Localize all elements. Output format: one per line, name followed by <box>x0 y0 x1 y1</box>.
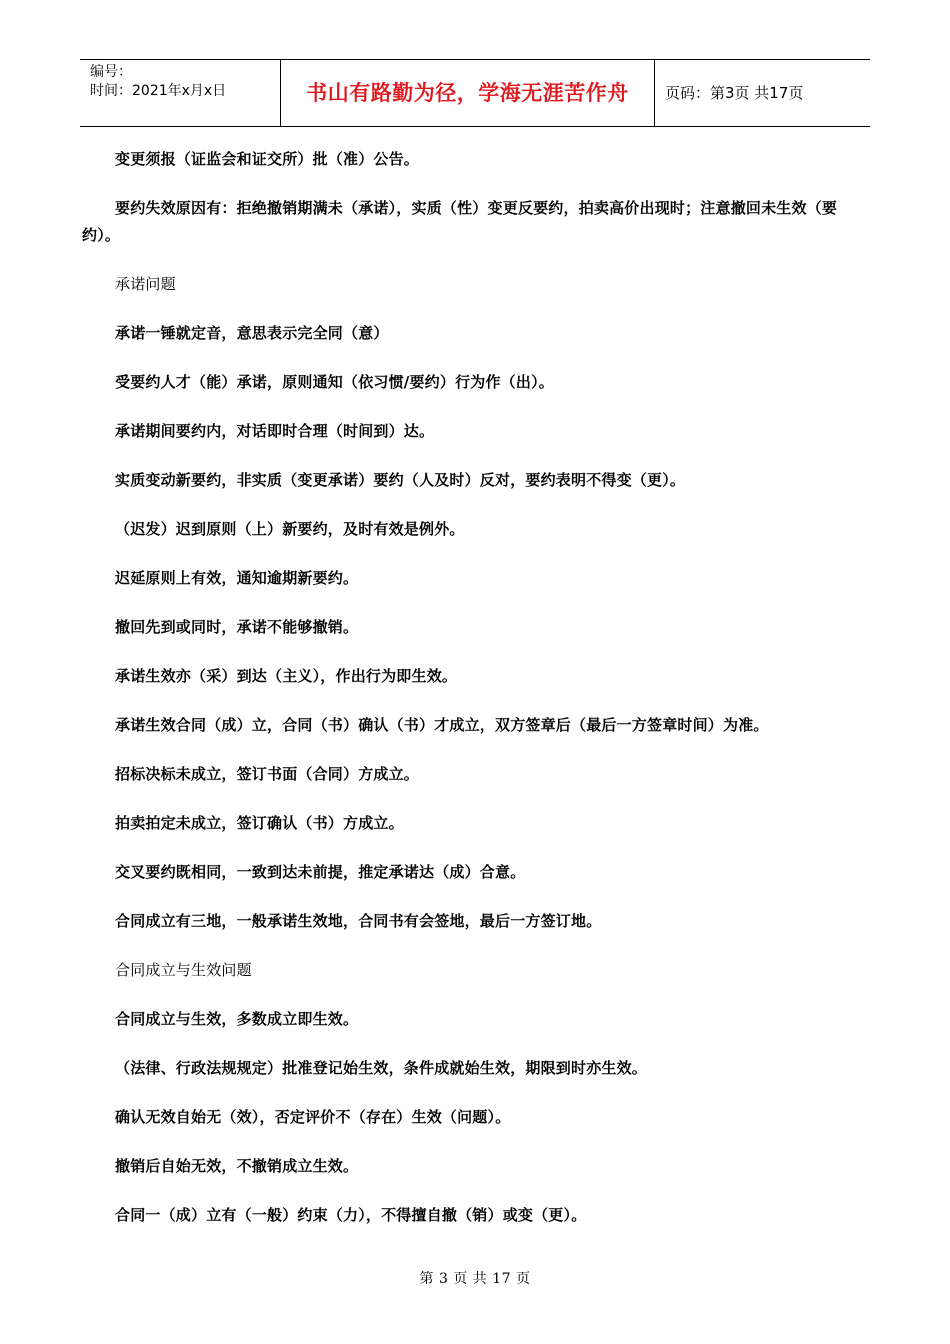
body-paragraph: 交叉要约既相同，一致到达未前提，推定承诺达（成）合意。 <box>115 863 526 881</box>
header-meta-cell <box>80 60 281 126</box>
body-paragraph: （迟发）迟到原则（上）新要约，及时有效是例外。 <box>115 520 465 538</box>
body-paragraph: 合同成立与生效，多数成立即生效。 <box>115 1010 359 1028</box>
body-paragraph: 合同成立有三地，一般承诺生效地，合同书有会签地，最后一方签订地。 <box>115 912 602 930</box>
body-paragraph: 变更须报（证监会和证交所）批（准）公告。 <box>115 150 420 168</box>
body-paragraph: 迟延原则上有效，通知逾期新要约。 <box>115 569 359 587</box>
body-paragraph: 实质变动新要约，非实质（变更承诺）要约（人及时）反对，要约表明不得变（更）。 <box>115 471 686 489</box>
document-body <box>82 146 872 1251</box>
header-page-info: 页码：第3页 共17页 <box>665 84 804 102</box>
body-paragraph: 确认无效自始无（效），否定评价不（存在）生效（问题）。 <box>115 1108 511 1126</box>
body-paragraph: 承诺一锤就定音，意思表示完全同（意） <box>115 324 389 342</box>
body-paragraph: 招标决标未成立，签订书面（合同）方成立。 <box>115 765 420 783</box>
body-paragraph: （法律、行政法规规定）批准登记始生效，条件成就始生效，期限到时亦生效。 <box>115 1059 648 1077</box>
body-paragraph: 撤回先到或同时，承诺不能够撤销。 <box>115 618 359 636</box>
body-paragraph: 拍卖拍定未成立，签订确认（书）方成立。 <box>115 814 404 832</box>
body-paragraph: 受要约人才（能）承诺，原则通知（依习惯/要约）行为作（出）。 <box>115 373 554 391</box>
body-paragraph: 合同一（成）立有（一般）约束（力），不得擅自撤（销）或变（更）。 <box>115 1206 587 1224</box>
body-paragraph: 撤销后自始无效，不撤销成立生效。 <box>115 1157 359 1175</box>
body-paragraph: 承诺生效合同（成）立，合同（书）确认（书）才成立，双方签章后（最后一方签章时间）为准。 <box>115 716 769 734</box>
body-paragraph: 承诺生效亦（采）到达（主义），作出行为即生效。 <box>115 667 458 685</box>
page-header <box>80 59 870 127</box>
body-paragraph: 承诺期间要约内，对话即时合理（时间到）达。 <box>115 422 435 440</box>
document-time-label: 时间：2021年x月x日 <box>90 83 227 99</box>
header-motto: 书山有路勤为径，学海无涯苦作舟 <box>281 60 655 126</box>
body-paragraph: 要约失效原因有：拒绝撤销期满未（承诺），实质（性）变更反要约，拍卖高价出现时；注意撤回未生效（要约）。 <box>82 199 838 244</box>
body-paragraph: 合同成立与生效问题 <box>115 961 252 979</box>
document-number-label: 编号： <box>90 64 132 80</box>
page-footer: 第 3 页 共 17 页 <box>419 1271 531 1287</box>
body-paragraph: 承诺问题 <box>115 275 176 293</box>
